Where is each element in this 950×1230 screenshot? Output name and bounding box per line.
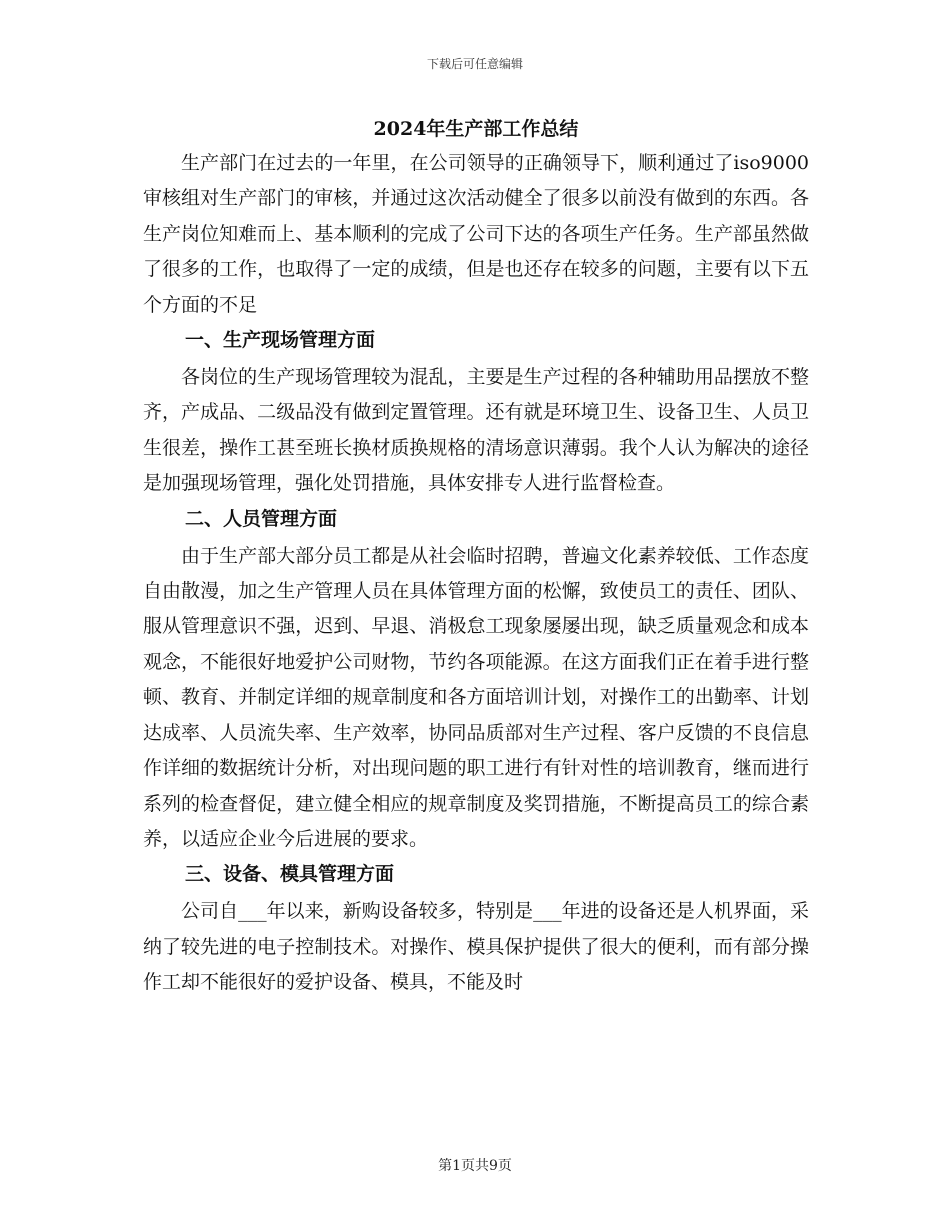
intro-paragraph: 生产部门在过去的一年里，在公司领导的正确领导下，顺利通过了iso9000审核组对生产部门的审核，并通过这次活动健全了很多以前没有做到的东西。各生产岗位知难而上、基本顺利的完成了公司下达的各项生产任务。生产部虽然做了很多的工作，也取得了一定的成绩，但是也还存在较多的问题，主要有以下五个方面的不足	[143, 152, 809, 316]
page-footer: 第1页共9页	[438, 1158, 512, 1174]
section-body-personnel-management: 由于生产部大部分员工都是从社会临时招聘，普遍文化素养较低、工作态度自由散漫，加之生产管理人员在具体管理方面的松懈，致使员工的责任、团队、服从管理意识不强，迟到、早退、消极怠工现象屡屡出现，缺乏质量观念和成本观念，不能很好地爱护公司财物，节约各项能源。在这方面我们正在着手进行整顿、教育、并制定详细的规章制度和各方面培训计划，对操作工的出勤率、计划达成率、人员流失率、生产效率，协同品质部对生产过程、客户反馈的不良信息作详细的数据统计分析，对出现问题的职工进行有针对性的培训教育，继而进行系列的检查督促，建立健全相应的规章制度及奖罚措施，不断提高员工的综合素养，以适应企业今后进展的要求。	[143, 544, 809, 850]
section-heading-equipment-management: 三、设备、模具管理方面	[185, 863, 395, 886]
document-title: 2024年生产部工作总结	[373, 118, 579, 140]
section-body-site-management: 各岗位的生产现场管理较为混乱，主要是生产过程的各种辅助用品摆放不整齐，产成品、二级品没有做到定置管理。还有就是环境卫生、设备卫生、人员卫生很差，操作工甚至班长换材质换规格的清场意识薄弱。我个人认为解决的途径是加强现场管理，强化处罚措施，具体安排专人进行监督检查。	[143, 366, 809, 495]
section-heading-personnel-management: 二、人员管理方面	[185, 507, 338, 530]
page-header: 下载后可任意编辑	[426, 57, 523, 71]
section-heading-site-management: 一、生产现场管理方面	[185, 329, 376, 352]
document-body	[143, 112, 809, 1001]
section-body-equipment-management: 公司自___年以来，新购设备较多，特别是___年进的设备还是人机界面，采纳了较先进的电子控制技术。对操作、模具保护提供了很大的便利，而有部分操作工却不能很好的爱护设备、模具，不能及时	[143, 900, 809, 994]
